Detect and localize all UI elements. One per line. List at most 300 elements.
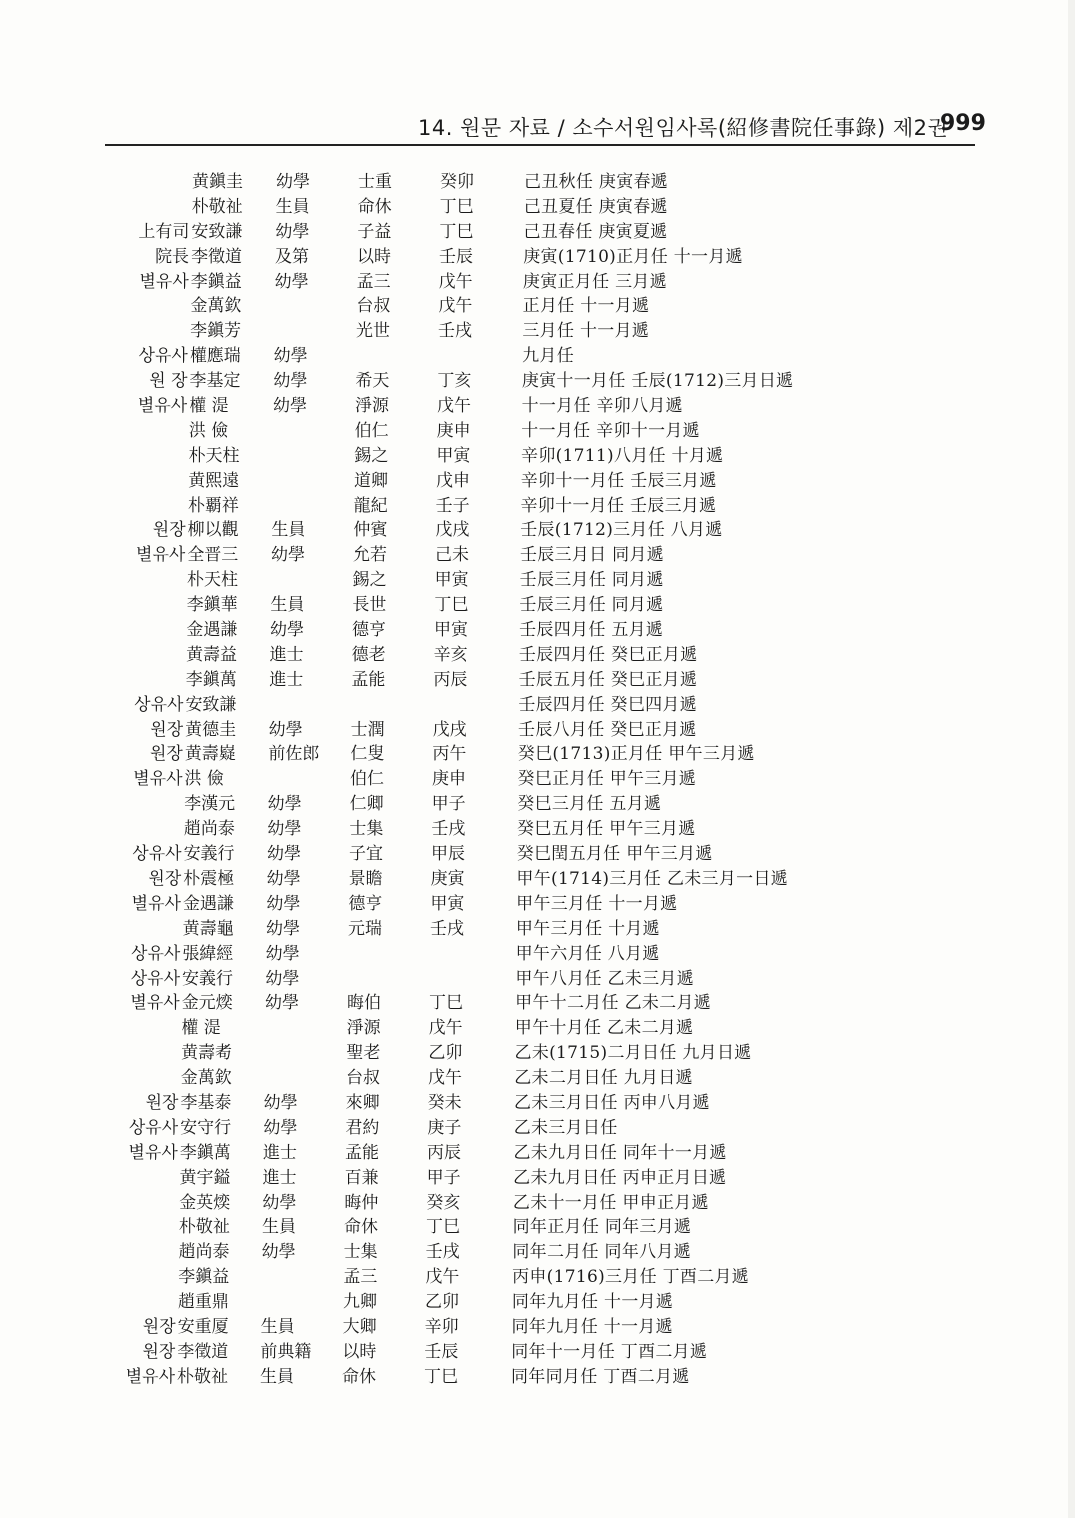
- record-courtesy: 龍紀: [353, 495, 388, 516]
- record-row: [0, 942, 1075, 967]
- record-status: 幼學: [274, 271, 309, 292]
- record-row: [0, 1215, 1075, 1240]
- record-name: 黄熙遠: [188, 470, 240, 491]
- record-year: 甲辰: [431, 844, 465, 865]
- record-courtesy: 德亨: [348, 893, 383, 914]
- record-status: 生員: [271, 520, 306, 541]
- record-role: 별유사: [139, 271, 189, 292]
- record-row: [0, 220, 1075, 245]
- record-row: [0, 1066, 1075, 1091]
- record-courtesy: 命休: [344, 1217, 378, 1238]
- record-courtesy: 子宜: [349, 844, 383, 865]
- record-courtesy: 士潤: [350, 719, 385, 740]
- record-status: 幼學: [266, 918, 300, 939]
- record-name: 朴敬祉: [178, 1217, 230, 1238]
- record-term: 壬辰三月日 同月遞: [519, 545, 665, 566]
- record-year: 丁巳: [439, 221, 474, 242]
- record-role: 원 장: [149, 371, 188, 392]
- record-term: 乙未九月日任 同年十一月遞: [513, 1142, 727, 1163]
- record-courtesy: 命休: [357, 196, 392, 217]
- record-term: 辛卯十一月任 壬辰三月遞: [520, 470, 717, 491]
- record-term: 癸巳閏五月任 甲午三月遞: [516, 844, 713, 865]
- record-name: 金英㷜: [179, 1192, 231, 1213]
- record-status: 幼學: [268, 719, 303, 740]
- record-year: 丁巳: [429, 993, 463, 1014]
- running-header: [0, 112, 1075, 144]
- record-name: 黄壽耇: [181, 1043, 233, 1064]
- record-name: 朴敬祉: [191, 196, 243, 217]
- record-row: [0, 817, 1075, 842]
- record-role: 원장: [145, 1092, 179, 1113]
- record-name: 安致謙: [185, 694, 237, 715]
- record-term: 甲午十月任 乙未二月遞: [514, 1018, 694, 1039]
- record-row: [0, 867, 1075, 892]
- record-name: 李徵道: [191, 246, 243, 267]
- record-term: 癸巳(1713)正月任 甲午三月遞: [517, 744, 755, 765]
- record-row: [0, 1116, 1075, 1141]
- record-name: 朴震極: [183, 868, 235, 889]
- record-row: [0, 170, 1075, 195]
- record-name: 朴天柱: [188, 445, 240, 466]
- record-row: [0, 643, 1075, 668]
- record-row: [0, 742, 1075, 767]
- record-courtesy: 以時: [342, 1341, 377, 1362]
- record-year: 壬戌: [438, 321, 472, 342]
- header-rule: [105, 144, 975, 146]
- page-number: 999: [940, 111, 986, 136]
- record-term: 甲午六月任 八月遞: [515, 943, 660, 964]
- record-name: 李鎭萬: [185, 669, 237, 690]
- record-year: 戊午: [437, 396, 471, 417]
- record-status: 幼學: [273, 346, 308, 367]
- record-year: 庚申: [436, 420, 471, 441]
- record-name: 金萬欽: [180, 1068, 232, 1089]
- record-courtesy: 士集: [349, 819, 384, 840]
- record-courtesy: 錫之: [354, 445, 389, 466]
- record-term: 壬辰四月任 癸巳正月遞: [518, 644, 698, 665]
- record-courtesy: 晦伯: [347, 993, 381, 1014]
- record-year: 甲寅: [434, 620, 468, 641]
- record-term: 壬辰四月任 五月遞: [519, 620, 664, 641]
- record-status: 及第: [275, 246, 309, 267]
- record-term: 甲午三月任 十一月遞: [516, 893, 678, 914]
- record-status: 幼學: [265, 943, 300, 964]
- record-row: [0, 718, 1075, 743]
- record-row: [0, 1365, 1075, 1390]
- record-name: 李漢元: [184, 794, 236, 815]
- record-courtesy: 光世: [356, 321, 390, 342]
- record-year: 庚寅: [430, 868, 465, 889]
- record-term: 甲午三月任 十月遞: [515, 918, 660, 939]
- record-courtesy: 德老: [351, 644, 386, 665]
- record-name: 李鎭益: [178, 1267, 230, 1288]
- record-status: 幼學: [267, 819, 302, 840]
- record-term: 癸巳三月任 五月遞: [517, 794, 662, 815]
- record-courtesy: 聖老: [346, 1043, 381, 1064]
- record-status: 生員: [262, 1217, 296, 1238]
- record-year: 壬戌: [430, 918, 464, 939]
- record-status: 進士: [269, 669, 304, 690]
- record-courtesy: 元瑞: [348, 918, 382, 939]
- record-term: 庚寅十一月任 壬辰(1712)三月日遞: [521, 371, 794, 392]
- record-term: 同年二月任 同年八月遞: [512, 1242, 692, 1263]
- record-term: 庚寅(1710)正月任 十一月遞: [523, 246, 743, 267]
- record-name: 金遇謙: [182, 893, 234, 914]
- record-term: 乙未九月日任 丙申正月日遞: [513, 1167, 727, 1188]
- record-term: 乙未(1715)二月日任 九月日遞: [514, 1043, 752, 1064]
- record-name: 安義行: [182, 968, 233, 989]
- record-row: [0, 518, 1075, 543]
- record-year: 乙卯: [428, 1043, 463, 1064]
- record-name: 李鎭華: [186, 595, 238, 616]
- record-row: [0, 270, 1075, 295]
- record-row: [0, 1290, 1075, 1315]
- record-year: 壬辰: [424, 1341, 459, 1362]
- record-name: 全晋三: [187, 545, 239, 566]
- record-name: 權 湜: [189, 396, 229, 417]
- record-term: 癸巳五月任 甲午三月遞: [516, 819, 696, 840]
- record-name: 黄壽龜: [182, 918, 234, 939]
- record-status: 幼學: [265, 968, 300, 989]
- record-term: 同年十一月任 丁酉二月遞: [511, 1341, 708, 1362]
- record-term: 同年正月任 同年三月遞: [512, 1217, 692, 1238]
- record-row: [0, 842, 1075, 867]
- record-courtesy: 命休: [342, 1366, 376, 1387]
- record-name: 權應瑞: [189, 346, 241, 367]
- record-courtesy: 仁卿: [349, 794, 384, 815]
- record-row: [0, 1016, 1075, 1041]
- record-year: 丙辰: [427, 1142, 461, 1163]
- record-courtesy: 孟能: [351, 669, 386, 690]
- record-name: 黄宇鎰: [179, 1167, 231, 1188]
- record-term: 九月任: [522, 346, 574, 367]
- record-row: [0, 394, 1075, 419]
- record-term: 辛卯十一月任 壬辰三月遞: [520, 495, 717, 516]
- record-name: 金萬欽: [190, 296, 242, 317]
- record-courtesy: 希天: [355, 371, 390, 392]
- record-name: 趙尚泰: [183, 819, 235, 840]
- record-role: 상유사: [132, 844, 182, 865]
- record-name: 黄鎭圭: [192, 172, 243, 192]
- record-status: 幼學: [275, 221, 310, 242]
- record-courtesy: 景瞻: [348, 868, 383, 889]
- record-name: 張緯經: [182, 943, 234, 964]
- record-status: 幼學: [262, 1192, 297, 1213]
- record-courtesy: 伯仁: [350, 769, 384, 790]
- record-year: 戊午: [425, 1267, 460, 1288]
- record-status: 進士: [263, 1142, 297, 1163]
- record-status: 幼學: [273, 396, 307, 417]
- record-name: 朴敬祉: [177, 1366, 228, 1387]
- record-year: 甲寅: [436, 445, 471, 466]
- record-name: 安重厦: [177, 1316, 229, 1337]
- record-year: 丁巳: [434, 595, 469, 616]
- record-row: [0, 444, 1075, 469]
- record-year: 丁亥: [437, 371, 472, 392]
- record-row: [0, 543, 1075, 568]
- record-term: 同年九月任 十一月遞: [511, 1292, 674, 1313]
- record-term: 壬辰三月任 同月遞: [519, 570, 664, 591]
- record-role: 院長: [155, 246, 190, 267]
- record-name: 李鎭益: [190, 271, 242, 292]
- record-row: [0, 1240, 1075, 1265]
- record-term: 正月任 十一月遞: [522, 296, 650, 317]
- record-status: 幼學: [271, 545, 305, 566]
- record-role: 원장: [150, 719, 184, 740]
- record-role: 상유사: [134, 694, 184, 715]
- record-courtesy: 君約: [345, 1117, 380, 1138]
- record-status: 生員: [260, 1366, 294, 1387]
- record-courtesy: 士重: [358, 172, 392, 192]
- record-row: [0, 668, 1075, 693]
- record-name: 安義行: [183, 844, 235, 865]
- record-courtesy: 子益: [357, 221, 392, 242]
- record-status: 幼學: [270, 620, 304, 641]
- record-courtesy: 道卿: [354, 470, 388, 491]
- record-year: 壬辰: [439, 246, 473, 267]
- record-role: 원장: [142, 1341, 176, 1362]
- record-year: 丙辰: [433, 669, 468, 690]
- record-term: 十一月任 辛卯八月遞: [521, 396, 683, 417]
- record-row: [0, 1191, 1075, 1216]
- record-status: 幼學: [267, 794, 302, 815]
- record-row: [0, 1141, 1075, 1166]
- record-term: 庚寅正月任 三月遞: [522, 271, 668, 292]
- record-courtesy: 百兼: [344, 1167, 379, 1188]
- record-status: 生員: [270, 595, 305, 616]
- record-name: 李鎭萬: [179, 1142, 231, 1163]
- record-year: 癸卯: [440, 172, 474, 192]
- record-term: 同年九月任 十一月遞: [511, 1316, 673, 1337]
- record-term: 乙未三月日任: [513, 1117, 618, 1138]
- record-status: 幼學: [266, 868, 301, 889]
- record-role: 상유사: [138, 346, 188, 367]
- record-term: 己丑秋任 庚寅春遞: [524, 172, 669, 192]
- record-term: 壬辰四月任 癸巳四月遞: [518, 694, 698, 715]
- record-name: 柳以觀: [187, 520, 239, 541]
- record-courtesy: 九卿: [343, 1292, 377, 1313]
- record-role: 上有司: [138, 221, 190, 242]
- record-year: 庚申: [432, 769, 466, 790]
- record-name: 洪 儉: [184, 769, 224, 790]
- record-status: 進士: [269, 644, 304, 665]
- record-courtesy: 德亨: [352, 620, 386, 641]
- record-year: 辛亥: [433, 644, 468, 665]
- record-courtesy: 台叔: [346, 1068, 380, 1089]
- record-courtesy: 仲賓: [353, 520, 388, 541]
- record-year: 庚子: [427, 1117, 462, 1138]
- record-name: 黄壽嶷: [184, 744, 236, 765]
- record-status: 幼學: [266, 893, 301, 914]
- record-courtesy: 大卿: [342, 1316, 377, 1337]
- record-courtesy: 淨源: [355, 396, 389, 417]
- record-row: [0, 294, 1075, 319]
- record-status: 幼學: [276, 172, 310, 192]
- record-year: 己未: [435, 545, 469, 566]
- record-courtesy: 長世: [352, 595, 387, 616]
- record-role: 별유사: [136, 545, 186, 566]
- record-year: 戊午: [428, 1018, 463, 1039]
- record-row: [0, 369, 1075, 394]
- record-name: 李鎭芳: [190, 321, 242, 342]
- record-row: [0, 767, 1075, 792]
- record-status: 進士: [262, 1167, 297, 1188]
- record-term: 同年同月任 丁酉二月遞: [511, 1366, 690, 1387]
- record-status: 幼學: [265, 993, 299, 1014]
- record-term: 丙申(1716)三月任 丁酉二月遞: [512, 1267, 750, 1288]
- record-year: 戊戌: [435, 520, 470, 541]
- record-role: 상유사: [130, 968, 180, 989]
- record-role: 상유사: [128, 1117, 179, 1138]
- record-status: 幼學: [263, 1092, 298, 1113]
- record-role: 별유사: [131, 893, 181, 914]
- record-term: 辛卯(1711)八月任 十月遞: [521, 445, 724, 466]
- record-role: 상유사: [131, 943, 181, 964]
- record-row: [0, 1315, 1075, 1340]
- record-row: [0, 319, 1075, 344]
- record-year: 戊午: [438, 271, 473, 292]
- record-name: 李基泰: [180, 1092, 232, 1113]
- record-role: 원장: [148, 868, 182, 889]
- record-row: [0, 195, 1075, 220]
- record-row: [0, 1166, 1075, 1191]
- record-role: 별유사: [133, 769, 183, 790]
- record-row: [0, 1340, 1075, 1365]
- record-courtesy: 台叔: [356, 296, 391, 317]
- record-role: 별유사: [137, 396, 188, 417]
- record-name: 朴天柱: [187, 570, 238, 591]
- record-year: 戊午: [438, 296, 473, 317]
- record-term: 己丑春任 庚寅夏遞: [523, 221, 668, 242]
- record-role: 원장: [149, 744, 183, 765]
- record-courtesy: 孟三: [356, 271, 391, 292]
- record-name: 黄德圭: [185, 719, 237, 740]
- record-status: 幼學: [261, 1242, 296, 1263]
- record-year: 甲寅: [430, 893, 465, 914]
- record-term: 壬辰八月任 癸巳正月遞: [518, 719, 697, 740]
- record-row: [0, 892, 1075, 917]
- record-list: [0, 170, 1075, 1390]
- record-term: 乙未十一月任 甲申正月遞: [512, 1192, 709, 1213]
- record-row: [0, 494, 1075, 519]
- record-year: 乙卯: [425, 1292, 459, 1313]
- record-term: 癸巳正月任 甲午三月遞: [517, 769, 697, 790]
- record-courtesy: 孟能: [345, 1142, 379, 1163]
- record-year: 甲寅: [434, 570, 469, 591]
- record-name: 權 湜: [181, 1018, 221, 1039]
- record-row: [0, 568, 1075, 593]
- record-status: 生員: [275, 196, 310, 217]
- record-row: [0, 792, 1075, 817]
- record-courtesy: 孟三: [343, 1267, 378, 1288]
- record-term: 十一月任 辛卯十一月遞: [521, 420, 700, 441]
- record-year: 壬戌: [431, 819, 466, 840]
- record-term: 壬辰三月任 同月遞: [519, 595, 664, 616]
- record-name: 金遇謙: [186, 620, 238, 641]
- record-status: 生員: [260, 1316, 295, 1337]
- record-year: 壬子: [435, 495, 470, 516]
- record-term: 甲午八月任 乙未三月遞: [515, 968, 695, 989]
- record-year: 丁巳: [424, 1366, 458, 1387]
- record-name: 金元㷜: [181, 993, 233, 1014]
- record-term: 甲午(1714)三月任 乙未三月一日遞: [516, 868, 789, 889]
- record-name: 趙尚泰: [178, 1242, 230, 1263]
- record-row: [0, 991, 1075, 1016]
- record-year: 戊申: [436, 470, 470, 491]
- record-courtesy: 以時: [357, 246, 391, 267]
- record-role: 원장: [152, 520, 186, 541]
- record-term: 壬辰五月任 癸巳正月遞: [518, 669, 698, 690]
- record-name: 李基定: [189, 371, 241, 392]
- record-year: 丁巳: [426, 1217, 460, 1238]
- record-row: [0, 967, 1075, 992]
- record-year: 甲子: [431, 794, 466, 815]
- record-status: 幼學: [263, 1117, 298, 1138]
- record-courtesy: 來卿: [345, 1092, 380, 1113]
- record-row: [0, 917, 1075, 942]
- record-term: 壬辰(1712)三月任 八月遞: [520, 520, 723, 541]
- record-year: 壬戌: [425, 1242, 460, 1263]
- record-row: [0, 1265, 1075, 1290]
- record-year: 丙午: [432, 744, 467, 765]
- record-name: 安守行: [180, 1117, 232, 1138]
- record-status: 幼學: [273, 371, 308, 392]
- record-row: [0, 344, 1075, 369]
- record-year: 甲子: [426, 1167, 461, 1188]
- record-courtesy: 錫之: [352, 570, 387, 591]
- record-courtesy: 淨源: [346, 1018, 381, 1039]
- record-status: 前佐郎: [268, 744, 320, 765]
- record-year: 丁巳: [439, 196, 474, 217]
- record-row: [0, 245, 1075, 270]
- record-name: 趙重鼎: [177, 1292, 229, 1313]
- record-row: [0, 469, 1075, 494]
- record-year: 戊戌: [432, 719, 467, 740]
- record-name: 洪 儉: [188, 420, 229, 441]
- record-row: [0, 618, 1075, 643]
- header-title: 14. 원문 자료 / 소수서원임사록(紹修書院任事錄) 제2권: [418, 116, 949, 140]
- record-term: 乙未二月日任 九月日遞: [514, 1068, 693, 1089]
- record-year: 辛卯: [424, 1316, 459, 1337]
- record-name: 黄壽益: [186, 644, 238, 665]
- record-year: 癸未: [427, 1092, 462, 1113]
- record-courtesy: 伯仁: [354, 420, 389, 441]
- record-role: 별유사: [128, 1142, 178, 1163]
- record-row: [0, 593, 1075, 618]
- record-name: 安致謙: [191, 221, 243, 242]
- record-term: 乙未三月日任 丙申八月遞: [513, 1092, 710, 1113]
- record-term: 甲午十二月任 乙未二月遞: [515, 993, 712, 1014]
- record-year: 戊午: [428, 1068, 462, 1089]
- record-courtesy: 允若: [353, 545, 387, 566]
- record-row: [0, 1091, 1075, 1116]
- record-courtesy: 晦仲: [344, 1192, 379, 1213]
- record-courtesy: 仁叟: [350, 744, 385, 765]
- record-role: 원장: [142, 1316, 176, 1337]
- record-row: [0, 419, 1075, 444]
- record-term: 三月任 十一月遞: [522, 321, 650, 342]
- record-role: 별유사: [130, 993, 180, 1014]
- record-term: 己丑夏任 庚寅春遞: [523, 196, 668, 217]
- record-status: 前典籍: [260, 1341, 312, 1362]
- record-name: 李徵道: [177, 1341, 229, 1362]
- record-courtesy: 士集: [343, 1242, 378, 1263]
- record-role: 별유사: [125, 1366, 175, 1387]
- record-status: 幼學: [267, 844, 301, 865]
- record-year: 癸亥: [426, 1192, 461, 1213]
- record-row: [0, 693, 1075, 718]
- record-name: 朴覇祥: [187, 495, 239, 516]
